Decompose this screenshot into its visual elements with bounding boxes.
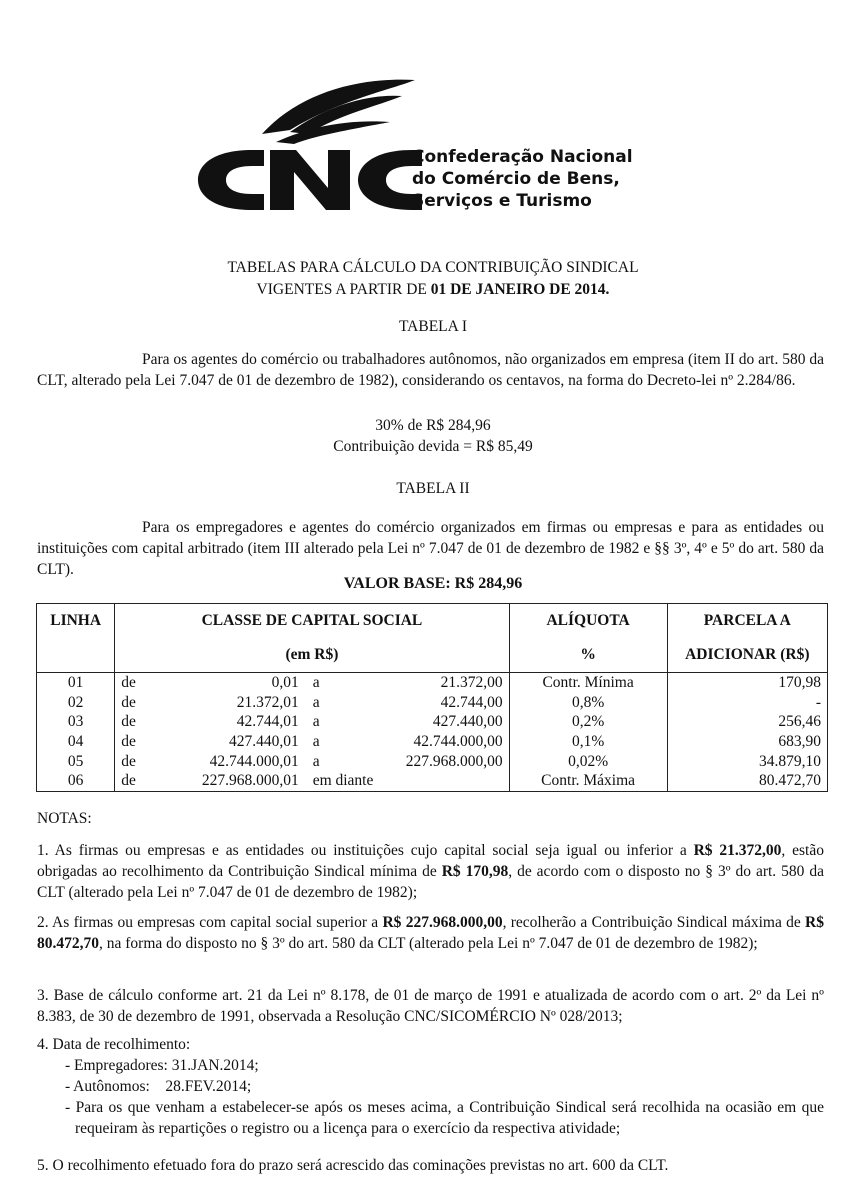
row-a: a [312, 713, 320, 731]
header-aliquota: ALÍQUOTA [509, 604, 667, 639]
contribution-table [36, 603, 828, 792]
title-line-1: TABELAS PARA CÁLCULO DA CONTRIBUIÇÃO SINDICAL [227, 259, 639, 276]
calc-percentage: 30% de R$ 284,96 [375, 417, 491, 434]
row-a: em diante [305, 771, 388, 791]
row-capital-from: 42.744,01 [236, 713, 299, 731]
row-parcela: 256,46 [667, 712, 827, 732]
row-capital-from: 42.744.000,01 [209, 752, 299, 770]
document-title [0, 257, 866, 301]
row-capital-to: 21.372,00 [387, 673, 509, 693]
row-linha: 01 [37, 673, 115, 693]
table-row [37, 732, 828, 752]
row-aliquota: Contr. Máxima [509, 771, 667, 791]
org-name-line-1: Confederação Nacional [412, 147, 633, 167]
row-de: de [115, 693, 164, 713]
title-effective-date: 01 DE JANEIRO DE 2014. [430, 281, 610, 298]
row-aliquota: 0,02% [509, 751, 667, 771]
table-row [37, 771, 828, 791]
header-linha: LINHA [37, 604, 115, 673]
note-5: 5. O recolhimento efetuado fora do prazo será acrescido das cominações previstas no art. 600 da CLT. [37, 1157, 669, 1174]
note-2: 2. As firmas ou empresas com capital social superior a R$ 227.968.000,00, recolherão a Contribuição Sindical máxima de R$ 80.472,70, na forma do disposto no § 3º do art. 580 da CLT (alterado pela Lei nº 7.047 de 01 de dezembro de 1982); [37, 914, 824, 952]
row-de: de [115, 712, 164, 732]
row-linha: 03 [37, 712, 115, 732]
note-4-item-autonomos: - Autônomos: 28.FEV.2014; [65, 1078, 252, 1095]
row-a: a [312, 733, 320, 751]
tabela-2-paragraph: Para os empregadores e agentes do comércio organizados em firmas ou empresas e para as entidades ou instituições com capital arbitrado (item III alterado pela Lei nº 7.047 de 01 de dezembro de 1982 e §§ 3º, 4º e 5º do art. 580 da CLT). [37, 519, 824, 578]
logo-letter-n [270, 150, 350, 210]
header-aliquota-sub: % [509, 638, 667, 673]
row-de: de [115, 732, 164, 752]
row-capital-to: 427.440,00 [387, 712, 509, 732]
note-4-item-novos: - Para os que venham a estabelecer-se após os meses acima, a Contribuição Sindical será recolhida na ocasião em que requeiram às repartições o registro ou a licença para o exercício da respectiva atividade; [65, 1099, 824, 1137]
row-capital-to [387, 771, 509, 791]
tabela-2-heading: TABELA II [396, 480, 470, 497]
tabela-1-paragraph: Para os agentes do comércio ou trabalhadores autônomos, não organizados em empresa (item II do art. 580 da CLT, alterado pela Lei 7.047 de 01 de dezembro de 1982), considerando os centavos, na forma do Decreto-lei nº 2.284/86. [37, 351, 824, 389]
row-capital-from: 21.372,01 [236, 693, 299, 711]
header-parcela: PARCELA A [667, 604, 827, 639]
org-name-line-3: Serviços e Turismo [412, 191, 592, 211]
row-parcela: 170,98 [667, 673, 827, 693]
row-linha: 06 [37, 771, 115, 791]
row-capital-to: 42.744,00 [387, 693, 509, 713]
row-de: de [115, 771, 164, 791]
table-row [37, 712, 828, 732]
row-a: a [312, 752, 320, 770]
note-3: 3. Base de cálculo conforme art. 21 da Lei nº 8.178, de 01 de março de 1991 e atualizada de acordo com o art. 2º da Lei nº 8.383, de 30 de dezembro de 1991, observada a Resolução CNC/SICOMÉRCIO Nº 028/2013; [37, 987, 824, 1025]
note-4-title: 4. Data de recolhimento: [37, 1036, 191, 1053]
header-classe-sub: (em R$) [115, 638, 509, 673]
header-classe: CLASSE DE CAPITAL SOCIAL [115, 604, 509, 639]
table-row [37, 751, 828, 771]
valor-base: VALOR BASE: R$ 284,96 [343, 575, 523, 592]
calc-contribution-due: Contribuição devida = R$ 85,49 [333, 438, 533, 455]
table-row [37, 693, 828, 713]
row-capital-to: 42.744.000,00 [387, 732, 509, 752]
note-4-item-empregadores: - Empregadores: 31.JAN.2014; [65, 1057, 259, 1074]
tabela-1-heading: TABELA I [398, 318, 468, 335]
row-parcela: 80.472,70 [667, 771, 827, 791]
row-parcela: 34.879,10 [667, 751, 827, 771]
row-linha: 04 [37, 732, 115, 752]
row-de: de [115, 751, 164, 771]
logo-letter-c1 [198, 150, 264, 210]
row-parcela: - [667, 693, 827, 713]
row-linha: 05 [37, 751, 115, 771]
org-name-line-2: do Comércio de Bens, [412, 169, 620, 189]
table-row [37, 673, 828, 693]
row-capital-from: 427.440,01 [228, 733, 299, 751]
row-capital-from: 0,01 [271, 674, 299, 692]
row-a: a [312, 674, 320, 692]
row-de: de [115, 673, 164, 693]
row-aliquota: Contr. Mínima [509, 673, 667, 693]
row-aliquota: 0,1% [509, 732, 667, 752]
row-capital-to: 227.968.000,00 [387, 751, 509, 771]
row-aliquota: 0,8% [509, 693, 667, 713]
row-linha: 02 [37, 693, 115, 713]
row-a: a [312, 693, 320, 711]
title-line-2: VIGENTES A PARTIR DE 01 DE JANEIRO DE 2014. [256, 281, 610, 298]
organization-name [412, 146, 633, 212]
row-aliquota: 0,2% [509, 712, 667, 732]
note-1: 1. As firmas ou empresas e as entidades ou instituições cujo capital social seja igual ou inferior a R$ 21.372,00, estão obrigadas ao recolhimento da Contribuição Sindical mínima de R$ 170,98, de acordo com o disposto no § 3º do art. 580 da CLT (alterado pela Lei nº 7.047 de 01 de dezembro de 1982); [37, 842, 824, 901]
row-parcela: 683,90 [667, 732, 827, 752]
row-capital-from: 227.968.000,01 [164, 771, 304, 791]
header-parcela-sub: ADICIONAR (R$) [667, 638, 827, 673]
notes-title: NOTAS: [37, 810, 92, 827]
tabela-1-calculation [0, 415, 866, 457]
note-4 [37, 1034, 824, 1139]
